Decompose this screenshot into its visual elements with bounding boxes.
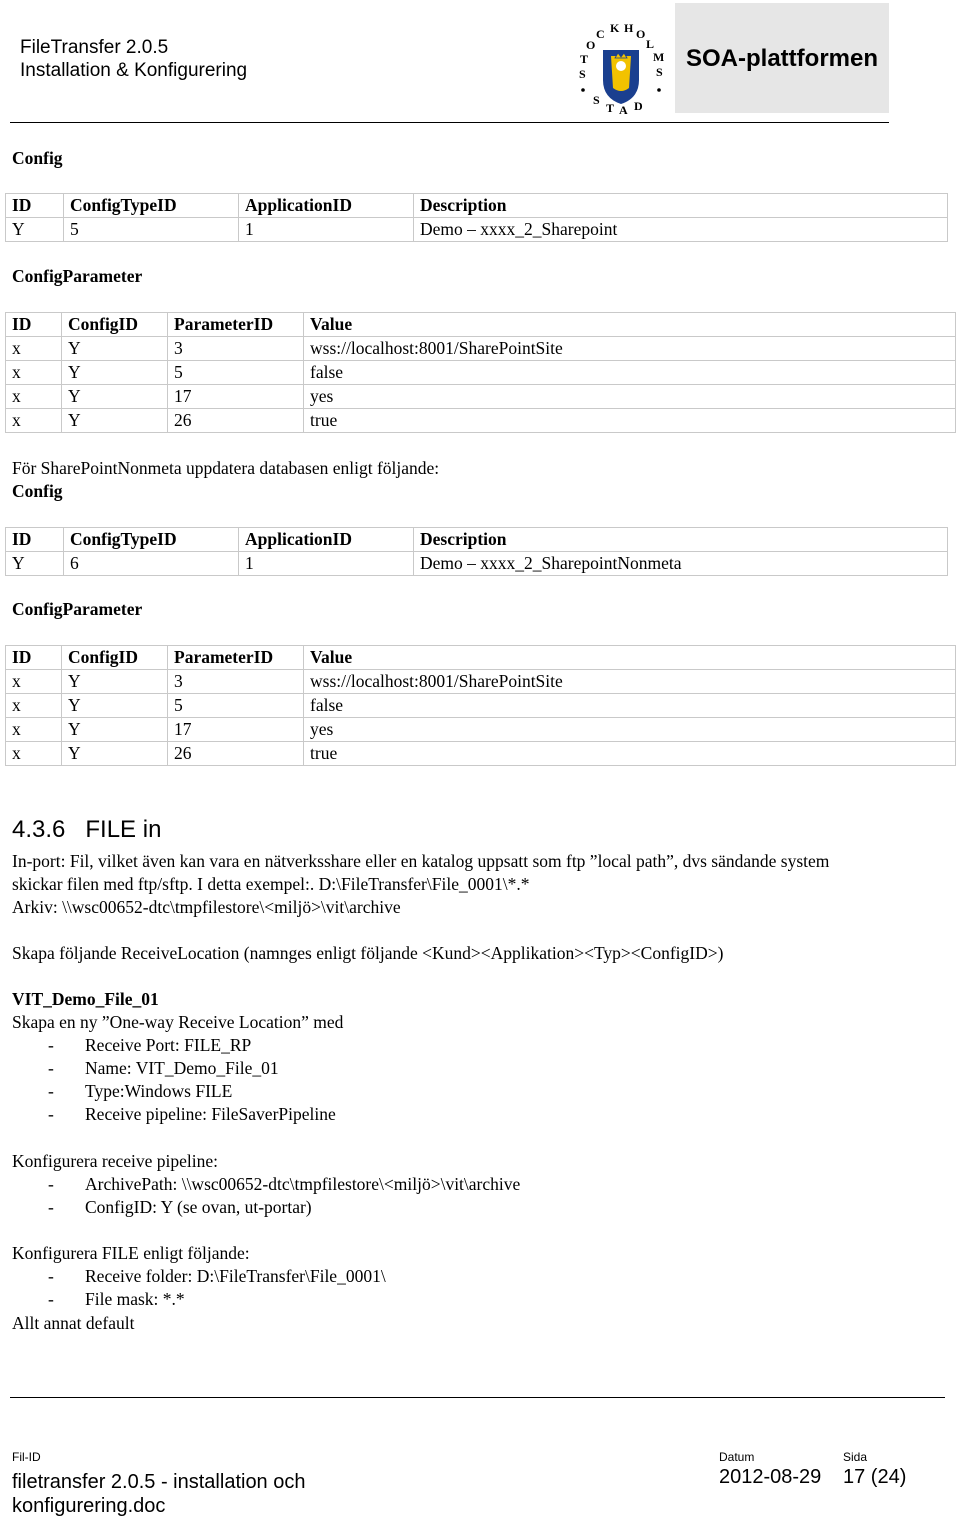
inport-line-2: skickar filen med ftp/sftp. I detta exempel:. D:\FileTransfer\File_0001\*.* (12, 874, 530, 894)
table-header-row (6, 313, 956, 337)
svg-text:K: K (610, 22, 620, 35)
table-cell: 3 (168, 670, 304, 694)
col-header-applicationid: ApplicationID (239, 528, 414, 552)
table-cell: 17 (168, 385, 304, 409)
table-cell: Y (62, 742, 168, 766)
section-heading-file-in: 4.3.6 FILE in (12, 816, 162, 843)
svg-text:S: S (579, 67, 586, 81)
table-cell: wss://localhost:8001/SharePointSite (304, 670, 956, 694)
table-cell: Y (62, 361, 168, 385)
brand-title: SOA-plattformen (686, 45, 878, 72)
table-cell: 26 (168, 742, 304, 766)
col-header-parameterid: ParameterID (168, 646, 304, 670)
arkiv-line: Arkiv: \\wsc00652-dtc\tmpfilestore\<miljö>\vit\archive (12, 897, 401, 917)
table-cell: x (6, 361, 62, 385)
table-cell: 5 (168, 694, 304, 718)
list-item: - Receive folder: D:\FileTransfer\File_0001\ (48, 1266, 386, 1286)
svg-text:O: O (636, 27, 646, 41)
footer-rule (10, 1397, 945, 1398)
header-product: FileTransfer 2.0.5 (20, 37, 169, 58)
config-table-2 (5, 527, 948, 576)
col-header-value: Value (304, 646, 956, 670)
list-item: - ArchivePath: \\wsc00652-dtc\tmpfilestore\<miljö>\vit\archive (48, 1174, 521, 1194)
table-cell: true (304, 409, 956, 433)
table-row (6, 718, 956, 742)
table-cell: 5 (168, 361, 304, 385)
table-cell: x (6, 409, 62, 433)
config-heading-2: Config (12, 481, 63, 501)
svg-text:A: A (619, 103, 628, 117)
filid-label: Fil-ID (12, 1450, 41, 1464)
configparameter-table (5, 312, 956, 433)
table-header-row (6, 528, 948, 552)
table-row (6, 218, 948, 242)
inport-line-1: In-port: Fil, vilket även kan vara en nätverksshare eller en katalog uppsatt som ftp ”local path”, dvs sändande system (12, 851, 830, 871)
table-cell: x (6, 718, 62, 742)
pipeline-intro: Konfigurera receive pipeline: (12, 1151, 219, 1171)
list-item: - Receive pipeline: FileSaverPipeline (48, 1104, 336, 1124)
footer-date: 2012-08-29 (719, 1466, 822, 1488)
brand-box (675, 3, 889, 113)
file-intro: Konfigurera FILE enligt följande: (12, 1243, 250, 1263)
col-header-id: ID (6, 313, 62, 337)
table-cell: x (6, 385, 62, 409)
table-cell: 1 (239, 218, 414, 242)
table-cell: yes (304, 385, 956, 409)
table-cell: x (6, 337, 62, 361)
header-rule (10, 122, 889, 123)
header-title (20, 36, 247, 82)
sida-label: Sida (843, 1450, 868, 1464)
filename-line-2: konfigurering.doc (12, 1495, 166, 1517)
col-header-configtypeid: ConfigTypeID (64, 528, 239, 552)
table-cell: Y (62, 409, 168, 433)
table-row (6, 694, 956, 718)
table-row (6, 385, 956, 409)
svg-text:T: T (606, 101, 615, 115)
col-header-id: ID (6, 194, 64, 218)
table-cell: Y (62, 670, 168, 694)
svg-text:M: M (653, 50, 665, 64)
table-row (6, 337, 956, 361)
table-cell: Y (62, 718, 168, 742)
configparameter-table-2 (5, 645, 956, 766)
col-header-applicationid: ApplicationID (239, 194, 414, 218)
table-cell: 3 (168, 337, 304, 361)
table-cell: x (6, 742, 62, 766)
table-cell: false (304, 361, 956, 385)
table-cell: 5 (64, 218, 239, 242)
table-cell: Y (6, 218, 64, 242)
location-intro: Skapa en ny ”One-way Receive Location” med (12, 1012, 344, 1032)
header-subtitle: Installation & Konfigurering (20, 60, 248, 81)
table-cell: Y (6, 552, 64, 576)
col-header-parameterid: ParameterID (168, 313, 304, 337)
svg-text:O: O (586, 38, 596, 52)
svg-text:D: D (634, 99, 643, 113)
svg-text:T: T (580, 52, 589, 66)
table-cell: true (304, 742, 956, 766)
col-header-description: Description (414, 194, 948, 218)
nonmeta-intro: För SharePointNonmeta uppdatera databasen enligt följande: (12, 458, 440, 478)
configparameter-heading-2: ConfigParameter (12, 599, 143, 619)
table-row (6, 670, 956, 694)
col-header-id: ID (6, 528, 64, 552)
list-item: - Type:Windows FILE (48, 1081, 233, 1101)
table-cell: Demo – xxxx_2_SharepointNonmeta (414, 552, 948, 576)
table-cell: 6 (64, 552, 239, 576)
col-header-configid: ConfigID (62, 646, 168, 670)
table-header-row (6, 646, 956, 670)
table-cell: false (304, 694, 956, 718)
table-cell: x (6, 670, 62, 694)
svg-text:S: S (593, 93, 600, 107)
table-cell: 26 (168, 409, 304, 433)
table-row (6, 409, 956, 433)
table-cell: Y (62, 337, 168, 361)
page-number: 17 (24) (843, 1466, 907, 1488)
table-cell: Demo – xxxx_2_Sharepoint (414, 218, 948, 242)
table-cell: x (6, 694, 62, 718)
col-header-value: Value (304, 313, 956, 337)
configparameter-heading: ConfigParameter (12, 266, 143, 286)
config-table (5, 193, 948, 242)
config-heading: Config (12, 148, 63, 168)
svg-text:L: L (646, 37, 655, 51)
table-row (6, 742, 956, 766)
list-item: - ConfigID: Y (se ovan, ut-portar) (48, 1197, 312, 1217)
svg-text:S: S (656, 65, 663, 79)
skapa-line: Skapa följande ReceiveLocation (namnges enligt följande <Kund><Applikation><Typ><ConfigID>) (12, 943, 724, 963)
datum-label: Datum (719, 1450, 755, 1464)
table-cell: wss://localhost:8001/SharePointSite (304, 337, 956, 361)
table-cell: Y (62, 694, 168, 718)
table-cell: 17 (168, 718, 304, 742)
default-line: Allt annat default (12, 1313, 135, 1333)
table-row (6, 361, 956, 385)
table-header-row (6, 194, 948, 218)
stockholms-stad-logo (573, 22, 669, 118)
col-header-id: ID (6, 646, 62, 670)
location-name: VIT_Demo_File_01 (12, 989, 159, 1009)
table-cell: Y (62, 385, 168, 409)
col-header-description: Description (414, 528, 948, 552)
list-item: - File mask: *.* (48, 1289, 185, 1309)
col-header-configtypeid: ConfigTypeID (64, 194, 239, 218)
list-item: - Receive Port: FILE_RP (48, 1035, 252, 1055)
table-cell: yes (304, 718, 956, 742)
filename-line-1: filetransfer 2.0.5 - installation och (12, 1471, 306, 1493)
table-cell: 1 (239, 552, 414, 576)
col-header-configid: ConfigID (62, 313, 168, 337)
list-item: - Name: VIT_Demo_File_01 (48, 1058, 279, 1078)
svg-text:C: C (596, 27, 605, 41)
svg-text:H: H (624, 22, 634, 35)
table-row (6, 552, 948, 576)
